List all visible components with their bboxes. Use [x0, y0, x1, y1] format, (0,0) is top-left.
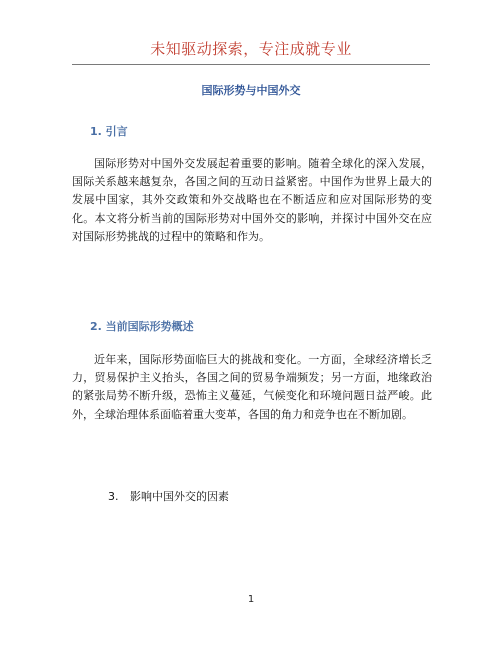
document-title: 国际形势与中国外交 [201, 84, 301, 97]
section-number: 3. [108, 490, 119, 503]
section-heading-intro: 1. 引言 [90, 125, 128, 138]
header-divider [72, 64, 430, 65]
section-heading-factors-label: 影响中国外交的因素 [130, 490, 229, 503]
section-heading-factors [108, 488, 229, 504]
section-heading-overview: 2. 当前国际形势概述 [90, 320, 194, 333]
section-paragraph-intro: 国际形势对中国外交发展起着重要的影响。随着全球化的深入发展，国际关系越来越复杂，各国之间的互动日益紧密。中国作为世界上最大的发展中国家，其外交政策和外交战略也在不断适应和应对国际形势的变化。本文将分析当前的国际形势对中国外交的影响，并探讨中国外交在应对国际形势挑战的过程中的策略和作为。 [72, 157, 432, 243]
section-paragraph-overview: 近年来，国际形势面临巨大的挑战和变化。一方面，全球经济增长乏力，贸易保护主义抬头，各国之间的贸易争端频发；另一方面，地缘政治的紧张局势不断升级，恐怖主义蔓延，气候变化和环境问题日益严峻。此外，全球治理体系面临着重大变革，各国的角力和竞争也在不断加剧。 [72, 353, 432, 421]
page-header: 未知驱动探索，专注成就专业 [150, 40, 352, 58]
page-number: 1 [247, 594, 255, 605]
